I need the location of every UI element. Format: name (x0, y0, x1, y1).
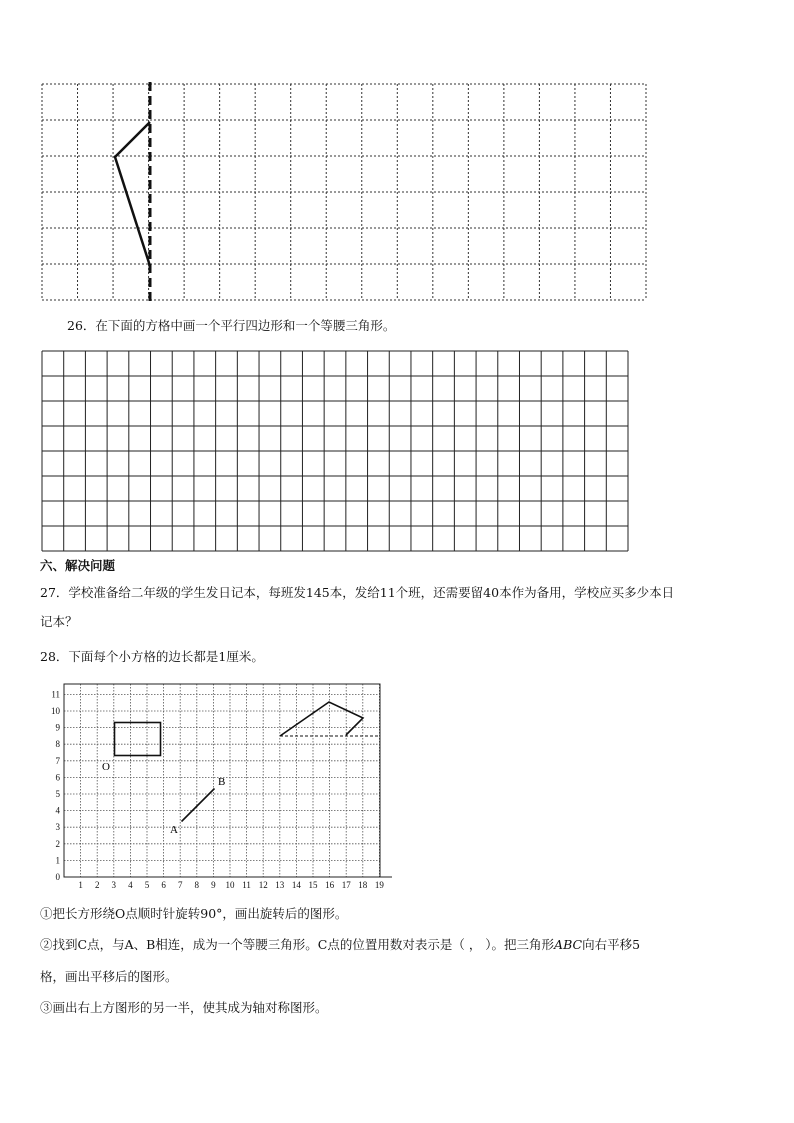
q28-sub2-tail: 向右平移5 (582, 937, 641, 952)
x-tick-label: 7 (177, 880, 183, 890)
q27-line2: 记本？ (40, 614, 78, 629)
x-tick-label: 6 (161, 880, 166, 890)
x-tick-label: 13 (275, 880, 285, 890)
y-tick-label: 1 (55, 855, 60, 866)
x-tick-label: 5 (144, 880, 150, 890)
x-tick-label: 3 (111, 880, 117, 890)
x-tick-label: 1 (78, 880, 83, 890)
symmetry-grid (38, 80, 652, 304)
q28-sub3: ③画出右上方图形的另一半，使其成为轴对称图形。 (40, 1000, 328, 1015)
y-tick-label: 10 (51, 706, 60, 716)
x-tick-label: 4 (128, 880, 133, 890)
coordinate-grid (40, 682, 400, 890)
x-tick-label: 10 (225, 880, 235, 890)
segment-ab (182, 789, 215, 822)
y-tick-label: 6 (55, 772, 60, 783)
drawing-grid (40, 349, 630, 553)
q28-text: 28．下面每个小方格的边长都是1厘米。 (40, 649, 264, 664)
x-tick-label: 15 (308, 880, 318, 890)
x-tick-label: 19 (374, 880, 384, 890)
q28-sub2-line2: 格，画出平移后的图形。 (40, 969, 178, 984)
point-a-label: A (170, 824, 178, 836)
q28-sub1: ①把长方形绕O点顺时针旋转90°，画出旋转后的图形。 (40, 906, 348, 921)
x-tick-label: 2 (94, 880, 100, 890)
half-shape (115, 122, 150, 266)
x-tick-label: 9 (211, 880, 216, 890)
half-figure (280, 702, 363, 736)
y-tick-label: 9 (55, 722, 60, 733)
y-tick-label: 3 (55, 822, 60, 833)
y-tick-label: 11 (51, 689, 60, 700)
point-o-label: O (102, 761, 110, 773)
q28-sub2-line1 (40, 937, 640, 953)
x-tick-label: 11 (242, 880, 251, 890)
x-tick-label: 18 (358, 880, 368, 890)
y-tick-label: 5 (55, 789, 60, 799)
point-b-label: B (218, 776, 226, 788)
y-tick-label: 0 (55, 872, 60, 882)
y-tick-label: 7 (55, 755, 60, 766)
y-tick-label: 2 (55, 838, 60, 849)
q28-sub2-text: ②找到C点，与A、B相连，成为一个等腰三角形。C点的位置用数对表示是（ ， ）。把三角形 (40, 937, 555, 952)
x-tick-label: 8 (194, 880, 200, 890)
q26-text: 26．在下面的方格中画一个平行四边形和一个等腰三角形。 (67, 318, 396, 333)
section6-title: 六、解决问题 (40, 558, 116, 573)
q28-sub2-triangle-name: ABC (554, 937, 583, 952)
x-tick-label: 17 (341, 880, 351, 890)
x-tick-label: 14 (291, 880, 301, 890)
q27-line1: 27．学校准备给二年级的学生发日记本，每班发145本，发给11个班，还需要留40本作为备用，学校应买多少本日 (40, 585, 675, 600)
y-tick-label: 8 (55, 739, 60, 750)
y-tick-label: 4 (55, 805, 60, 816)
x-tick-label: 12 (258, 880, 268, 890)
x-tick-label: 16 (325, 880, 335, 890)
